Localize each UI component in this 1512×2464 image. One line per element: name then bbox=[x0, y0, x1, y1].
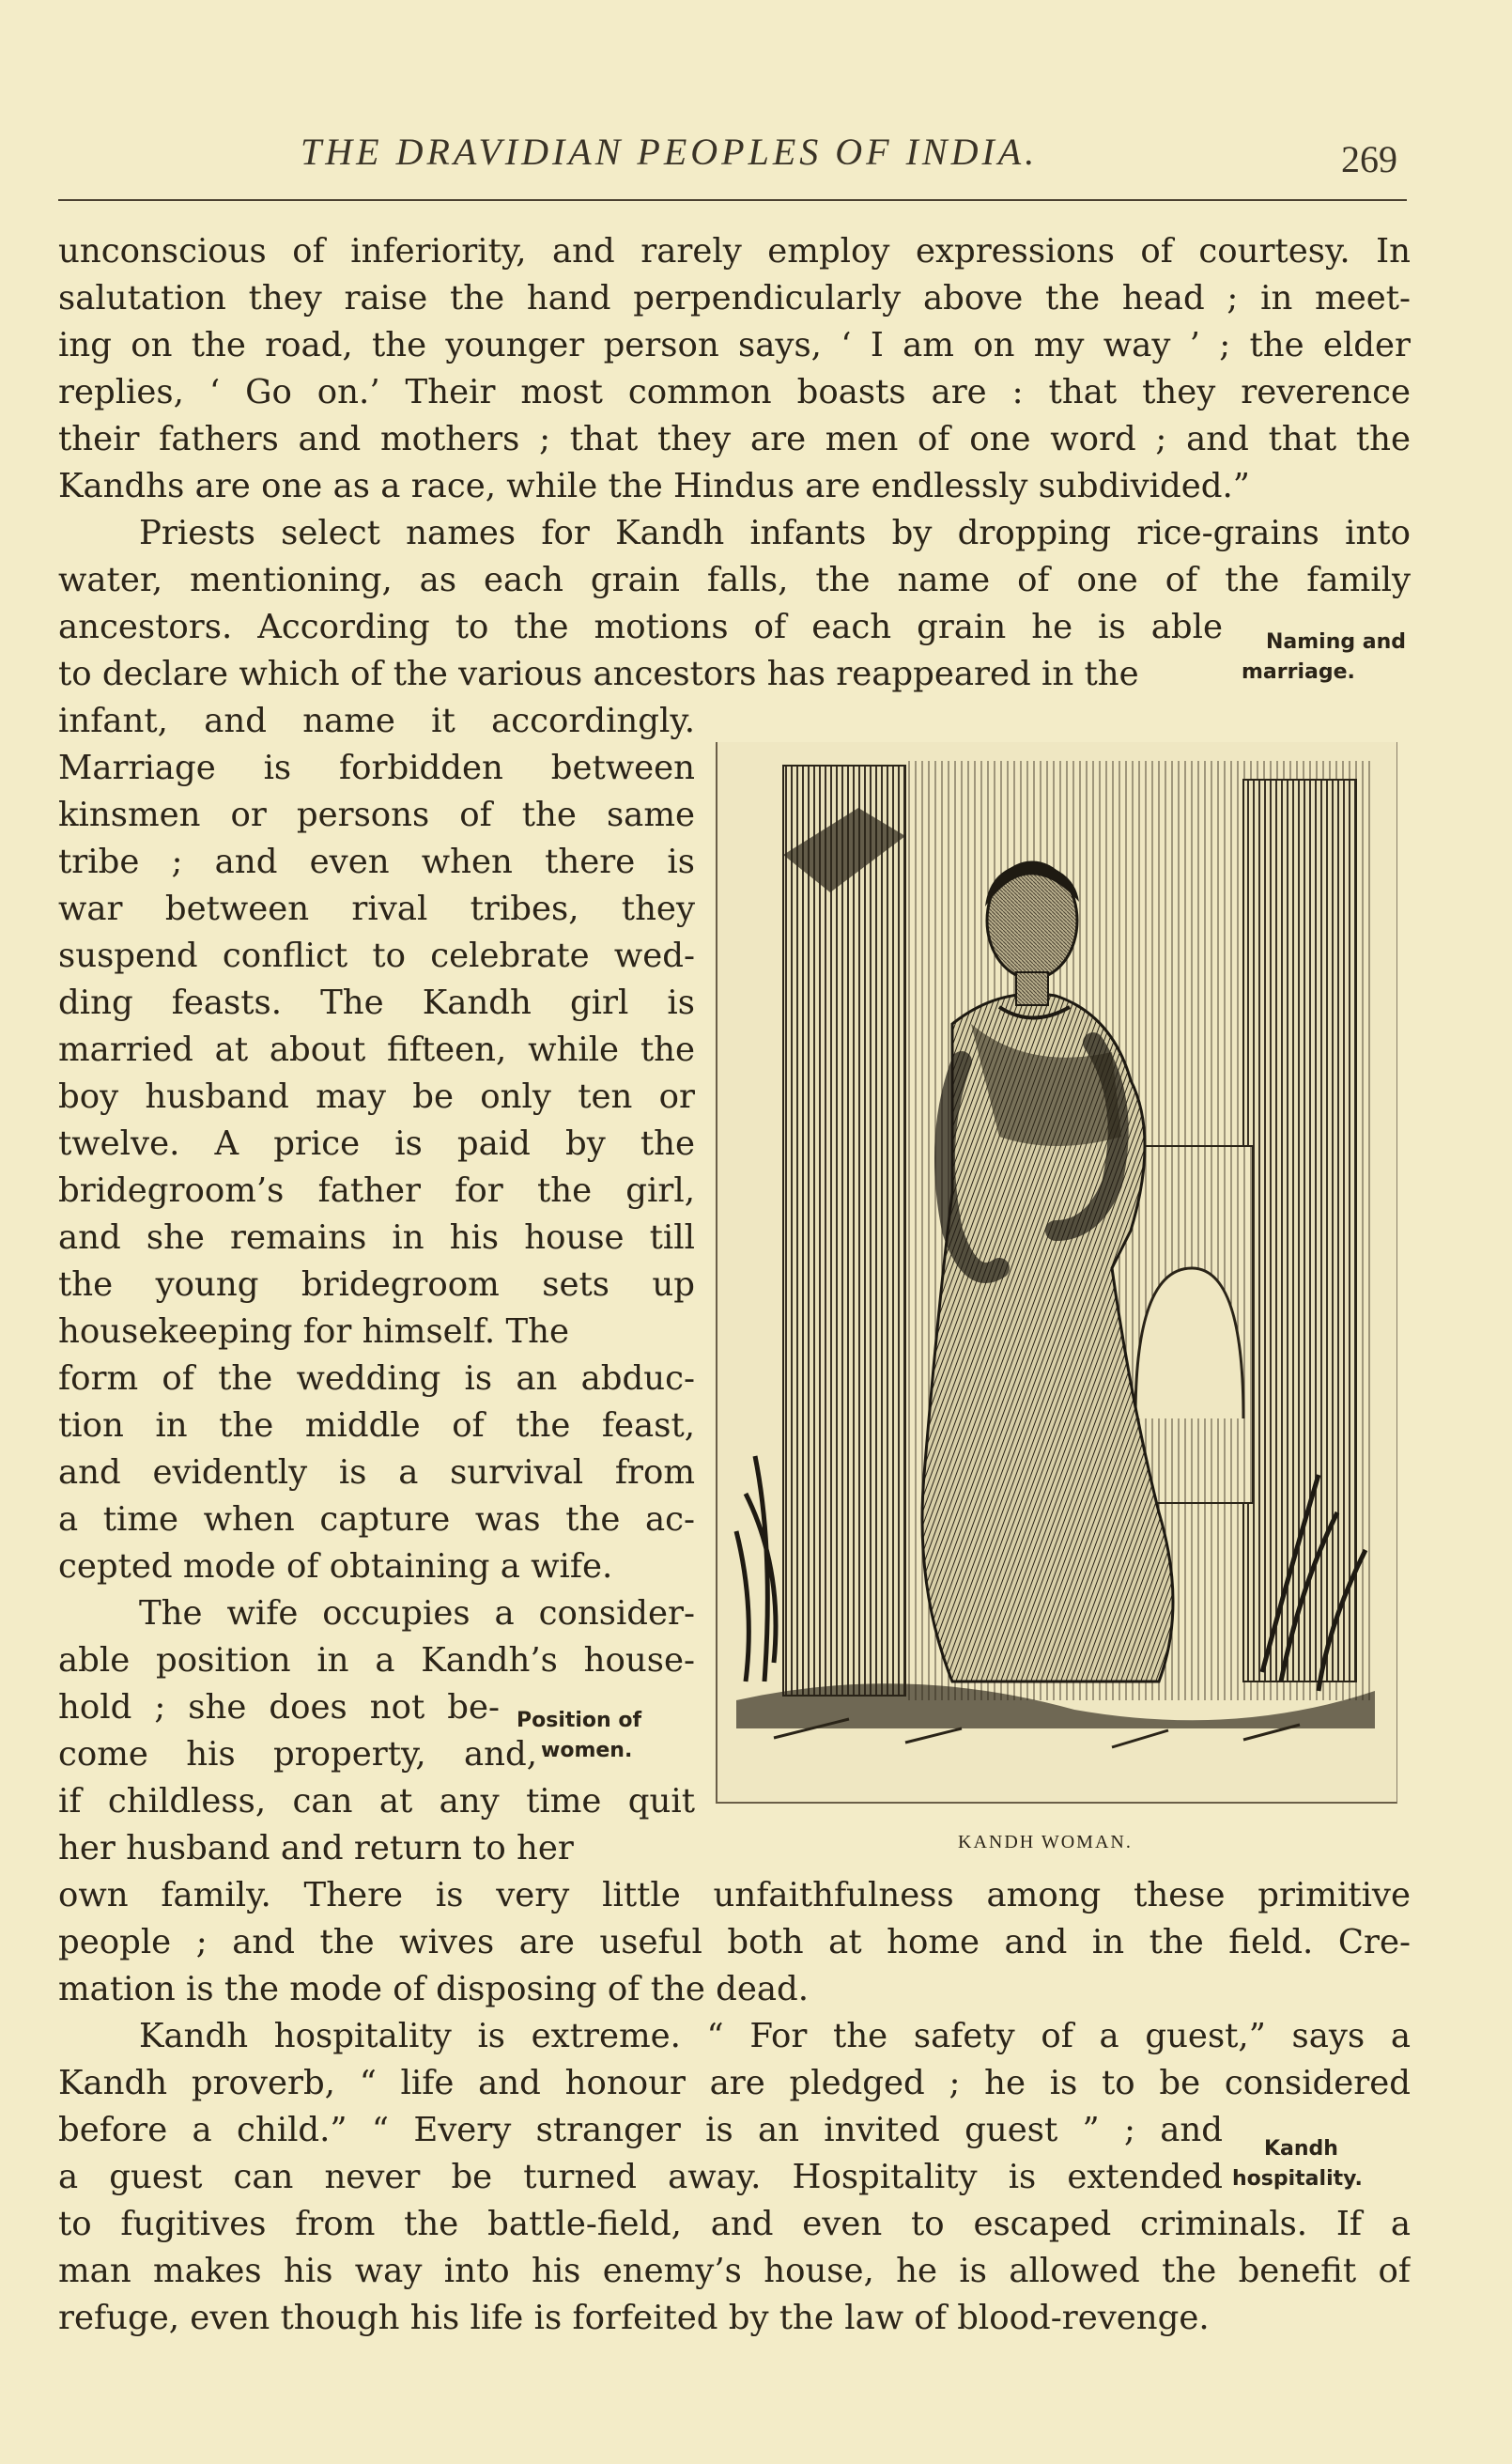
text-line: bridegroom’s father for the girl, bbox=[58, 1171, 695, 1210]
page-number: 269 bbox=[1341, 138, 1397, 180]
text-line: and she remains in his house till bbox=[58, 1218, 695, 1257]
text-line: mation is the mode of disposing of the dead. bbox=[58, 1970, 810, 2008]
sidenote-position-line1: Position of bbox=[517, 1709, 642, 1732]
text-line: come his property, and, bbox=[58, 1735, 537, 1774]
text-line: salutation they raise the hand perpendicularly above the head ; in meet- bbox=[58, 279, 1411, 318]
text-line: able position in a Kandh’s house- bbox=[58, 1641, 695, 1680]
text-line: before a child.” “ Every stranger is an invited guest ” ; and bbox=[58, 2111, 1223, 2149]
text-line: form of the wedding is an abduc- bbox=[58, 1359, 695, 1398]
text-line: and evidently is a survival from bbox=[58, 1453, 695, 1492]
text-line: ancestors. According to the motions of each grain he is able bbox=[58, 608, 1223, 646]
text-line: tion in the middle of the feast, bbox=[58, 1406, 695, 1445]
paragraph-1 bbox=[58, 228, 1411, 510]
text-line: boy husband may be only ten or bbox=[58, 1077, 695, 1116]
text-line: ing on the road, the younger person says, ‘ I am on my way ’ ; the elder bbox=[58, 326, 1411, 364]
text-line: people ; and the wives are useful both at home and in the field. Cre- bbox=[58, 1923, 1411, 1961]
text-line: own family. There is very little unfaithfulness among these primitive bbox=[58, 1876, 1411, 1914]
text-line: twelve. A price is paid by the bbox=[58, 1124, 695, 1163]
text-line: to fugitives from the battle-field, and even to escaped criminals. If a bbox=[58, 2205, 1411, 2243]
sidenote-hospitality-line2: hospitality. bbox=[1232, 2167, 1363, 2191]
text-line: war between rival tribes, they bbox=[58, 890, 695, 928]
text-line: replies, ‘ Go on.’ Their most common boasts are : that they reverence bbox=[58, 373, 1411, 411]
text-line: suspend conflict to celebrate wed- bbox=[58, 937, 695, 975]
running-header-title: THE DRAVIDIAN PEOPLES OF INDIA. bbox=[301, 131, 1039, 173]
text-line: Kandhs are one as a race, while the Hindus are endlessly subdivided.” bbox=[58, 467, 1250, 505]
text-line: tribe ; and even when there is bbox=[58, 843, 695, 881]
text-line: man makes his way into his enemy’s house, he is allowed the benefit of bbox=[58, 2252, 1411, 2290]
text-line: a guest can never be turned away. Hospitality is extended bbox=[58, 2158, 1223, 2196]
text-line: Priests select names for Kandh infants by dropping rice-grains into bbox=[139, 514, 1411, 552]
text-line: to declare which of the various ancestors has reappeared in the bbox=[58, 655, 1139, 693]
text-line: cepted mode of obtaining a wife. bbox=[58, 1547, 613, 1586]
sidenote-position-line2: women. bbox=[541, 1739, 633, 1762]
paragraph-2-wide bbox=[58, 510, 1411, 698]
text-line: the young bridegroom sets up bbox=[58, 1265, 695, 1304]
figure-caption: KANDH WOMAN. bbox=[958, 1832, 1133, 1852]
paragraph-2-narrow bbox=[58, 698, 695, 1590]
text-line: ding feasts. The Kandh girl is bbox=[58, 984, 695, 1022]
text-line: water, mentioning, as each grain falls, the name of one of the family bbox=[58, 561, 1411, 599]
text-line: Kandh proverb, “ life and honour are pledged ; he is to be considered bbox=[58, 2064, 1411, 2102]
text-line: Marriage is forbidden between bbox=[58, 749, 695, 787]
sidenote-hospitality-line1: Kandh bbox=[1264, 2137, 1338, 2161]
header-rule bbox=[58, 199, 1407, 201]
text-line: Kandh hospitality is extreme. “ For the safety of a guest,” says a bbox=[139, 2017, 1411, 2055]
text-line: kinsmen or persons of the same bbox=[58, 796, 695, 834]
text-line: married at about fifteen, while the bbox=[58, 1031, 695, 1069]
text-line: if childless, can at any time quit bbox=[58, 1782, 695, 1821]
engraving-image-icon bbox=[717, 742, 1399, 1804]
engraving-illustration bbox=[716, 742, 1397, 1804]
text-line: a time when capture was the ac- bbox=[58, 1500, 695, 1539]
text-line: unconscious of inferiority, and rarely employ expressions of courtesy. In bbox=[58, 232, 1411, 271]
text-line: infant, and name it accordingly. bbox=[58, 702, 695, 740]
sidenote-naming-line2: marriage. bbox=[1242, 660, 1355, 684]
sidenote-naming-line1: Naming and bbox=[1266, 630, 1407, 654]
text-line: refuge, even though his life is forfeited by the law of blood-revenge. bbox=[58, 2299, 1210, 2337]
text-line: hold ; she does not be- bbox=[58, 1688, 500, 1727]
paragraph-3-wide bbox=[58, 1872, 1411, 2013]
text-line: housekeeping for himself. The bbox=[58, 1312, 570, 1351]
text-line: The wife occupies a consider- bbox=[139, 1594, 695, 1633]
text-line: her husband and return to her bbox=[58, 1829, 574, 1867]
text-line: their fathers and mothers ; that they are men of one word ; and that the bbox=[58, 420, 1411, 458]
paragraph-4 bbox=[58, 2013, 1411, 2342]
